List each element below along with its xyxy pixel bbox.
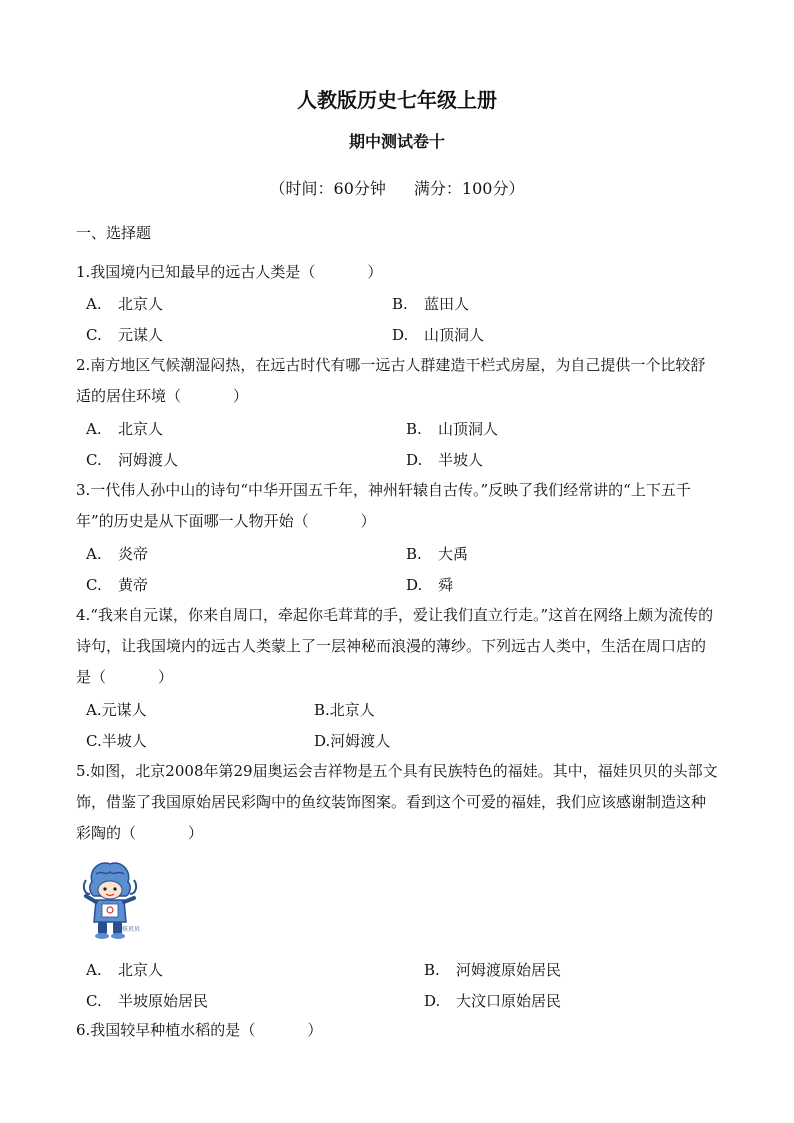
exam-title: 人教版历史七年级上册 xyxy=(297,88,497,112)
question-5-option-b[interactable]: B. 河姆渡原始居民 xyxy=(424,961,562,979)
question-1-option-d[interactable]: D. 山顶洞人 xyxy=(392,326,485,344)
question-5-figure xyxy=(82,860,141,944)
question-4-option-b[interactable]: B.北京人 xyxy=(314,701,375,719)
exam-meta xyxy=(0,176,794,199)
question-3-option-d[interactable]: D. 舜 xyxy=(406,576,454,594)
question-2-option-c[interactable]: C. 河姆渡人 xyxy=(86,451,179,469)
exam-score: 满分：100分） xyxy=(413,179,525,198)
question-3-option-b[interactable]: B. 大禹 xyxy=(406,545,469,563)
question-1-stem: 1.我国境内已知最早的远古人类是（ ） xyxy=(76,263,383,281)
figure-caption: 福娃贝贝 xyxy=(116,926,141,933)
question-5-option-c[interactable]: C. 半坡原始居民 xyxy=(86,992,209,1010)
question-4-option-a[interactable]: A.元谋人 xyxy=(86,701,147,719)
exam-subtitle: 期中测试卷十 xyxy=(348,132,445,151)
question-3-stem: 3.一代伟人孙中山的诗句“中华开国五千年，神州轩辕自古传。”反映了我们经常讲的“上下五千年”的历史是从下面哪一人物开始（ ） xyxy=(76,481,691,530)
question-2-option-a[interactable]: A. 北京人 xyxy=(86,420,164,438)
section-title: 一、选择题 xyxy=(76,224,152,242)
question-6-stem: 6.我国较早种植水稻的是（ ） xyxy=(76,1021,323,1039)
question-5-stem: 5.如图，北京2008年第29届奥运会吉祥物是五个具有民族特色的福娃。其中，福娃贝贝的头部文饰，借鉴了我国原始居民彩陶中的鱼纹装饰图案。看到这个可爱的福娃，我们应该感谢制造这种彩陶的（ ） xyxy=(76,762,718,842)
exam-time: （时间：60分钟 xyxy=(269,179,386,198)
question-2-option-b[interactable]: B. 山顶洞人 xyxy=(406,420,499,438)
question-5-option-a[interactable]: A. 北京人 xyxy=(86,961,164,979)
question-3-option-a[interactable]: A. 炎帝 xyxy=(86,545,149,563)
question-1-option-c[interactable]: C. 元谋人 xyxy=(86,326,164,344)
question-2-stem: 2.南方地区气候潮湿闷热，在远古时代有哪一远古人群建造干栏式房屋，为自己提供一个比较舒适的居住环境（ ） xyxy=(76,356,706,405)
question-1-option-a[interactable]: A. 北京人 xyxy=(86,295,164,313)
question-5-option-d[interactable]: D. 大汶口原始居民 xyxy=(424,992,562,1010)
question-3-option-c[interactable]: C. 黄帝 xyxy=(86,576,149,594)
question-4-stem: 4.“我来自元谋，你来自周口，牵起你毛茸茸的手，爱让我们直立行走。”这首在网络上颇为流传的诗句，让我国境内的远古人类蒙上了一层神秘而浪漫的薄纱。下列远古人类中，生活在周口店的是（ ） xyxy=(76,606,714,686)
question-2-option-d[interactable]: D. 半坡人 xyxy=(406,451,484,469)
question-1-option-b[interactable]: B. 蓝田人 xyxy=(392,295,470,313)
question-4-option-d[interactable]: D.河姆渡人 xyxy=(314,732,391,750)
question-4-option-c[interactable]: C.半坡人 xyxy=(86,732,147,750)
